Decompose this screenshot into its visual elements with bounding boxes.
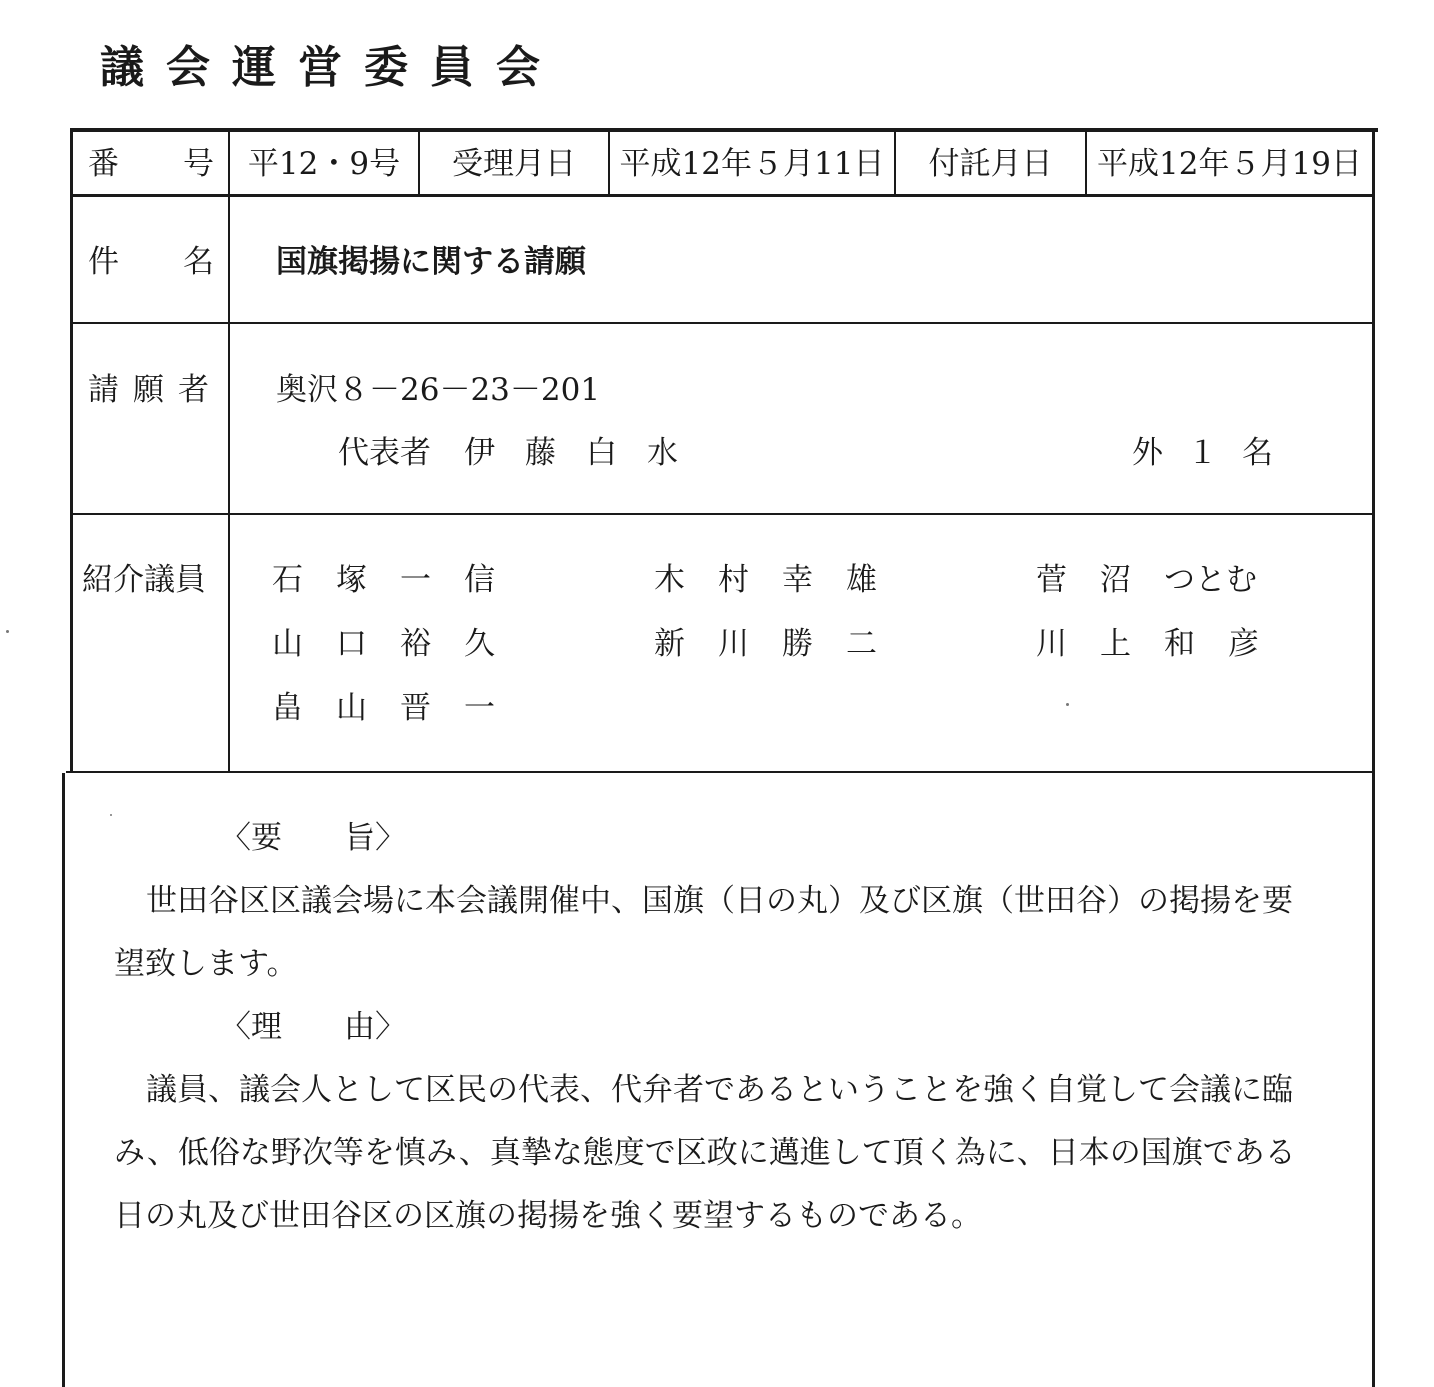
label-column-rule <box>228 128 230 773</box>
name-char: 信 <box>464 562 495 598</box>
subject-label: 件名 <box>88 244 278 280</box>
subject-row-rule <box>70 322 1375 324</box>
name-char: 川 <box>718 626 749 662</box>
name-char: 川 <box>1036 626 1067 662</box>
rep-name-char: 藤 <box>525 435 586 471</box>
name-char: 木 <box>654 562 685 598</box>
name-char: 和 <box>1164 626 1195 662</box>
frame-left-border <box>70 128 73 773</box>
scan-speck <box>1066 703 1069 706</box>
name-char: 石 <box>272 562 303 598</box>
summary-heading: 〈要 旨〉 <box>220 820 406 856</box>
name-char: 裕 <box>400 626 431 662</box>
representative-name <box>464 433 708 473</box>
name-char: 晋 <box>400 690 431 726</box>
frame-left-border-lower <box>62 773 65 1387</box>
name-char: 上 <box>1100 626 1131 662</box>
petitioner-row-rule <box>70 513 1375 515</box>
rep-name-char: 白 <box>586 435 647 471</box>
name-char: 勝 <box>782 626 813 662</box>
header-row-rule <box>70 194 1375 197</box>
petitioner-address: 奥沢８－26－23－201 <box>276 372 601 408</box>
reason-line: み、低俗な野次等を慎み、真摯な態度で区政に邁進して頂く為に、日本の国旗である <box>114 1135 1296 1171</box>
name-char: 口 <box>336 626 367 662</box>
name-char: 沼 <box>1100 562 1131 598</box>
name-char: 塚 <box>336 562 367 598</box>
name-char: 彦 <box>1228 626 1259 662</box>
scan-speck <box>110 814 112 816</box>
name-char: 一 <box>400 562 431 598</box>
frame-top-border <box>70 128 1378 132</box>
number-label-text: 番号 <box>88 146 278 182</box>
summary-line: 望致します。 <box>114 946 298 982</box>
received-value: 平成12年５月11日 <box>619 146 885 182</box>
scan-speck <box>6 630 9 633</box>
name-char: 菅 <box>1036 562 1067 598</box>
referred-value: 平成12年５月19日 <box>1097 146 1362 182</box>
name-char: 幸 <box>782 562 813 598</box>
introducer-row-rule <box>66 771 1375 773</box>
number-label <box>88 144 278 184</box>
name-char: 久 <box>464 626 495 662</box>
name-char: 新 <box>654 626 685 662</box>
name-char: 雄 <box>846 562 877 598</box>
received-label: 受理月日 <box>452 146 576 182</box>
summary-line: 世田谷区区議会場に本会議開催中、国旗（日の丸）及び区旗（世田谷）の掲揚を要 <box>146 883 1293 919</box>
frame-right-border <box>1372 128 1375 1387</box>
reason-line: 日の丸及び世田谷区の区旗の掲揚を強く要望するものである。 <box>114 1198 982 1234</box>
rep-name-char: 伊 <box>464 435 525 471</box>
petition-form <box>62 128 1378 1387</box>
name-char: 二 <box>846 626 877 662</box>
name-char: 山 <box>336 690 367 726</box>
rep-name-char: 水 <box>647 435 708 471</box>
introducers-label: 紹介議員 <box>82 562 206 598</box>
subject-value: 国旗掲揚に関する請願 <box>276 244 586 280</box>
reason-line: 議員、議会人として区民の代表、代弁者であるということを強く自覚して会議に臨 <box>146 1072 1293 1108</box>
committee-title: 議会運営委員会 <box>100 42 562 93</box>
name-char: 山 <box>272 626 303 662</box>
others-count: 外１名 <box>1132 435 1297 471</box>
name-char: 一 <box>464 690 495 726</box>
name-char: 畠 <box>272 690 303 726</box>
name-char: 村 <box>718 562 749 598</box>
name-char: つとむ <box>1164 562 1257 598</box>
petitioner-label: 請願者 <box>88 372 223 408</box>
reason-heading: 〈理 由〉 <box>220 1009 406 1045</box>
referred-label: 付託月日 <box>928 146 1053 182</box>
representative-label: 代表者 <box>338 435 431 471</box>
number-value: 平12・9号 <box>247 146 401 182</box>
